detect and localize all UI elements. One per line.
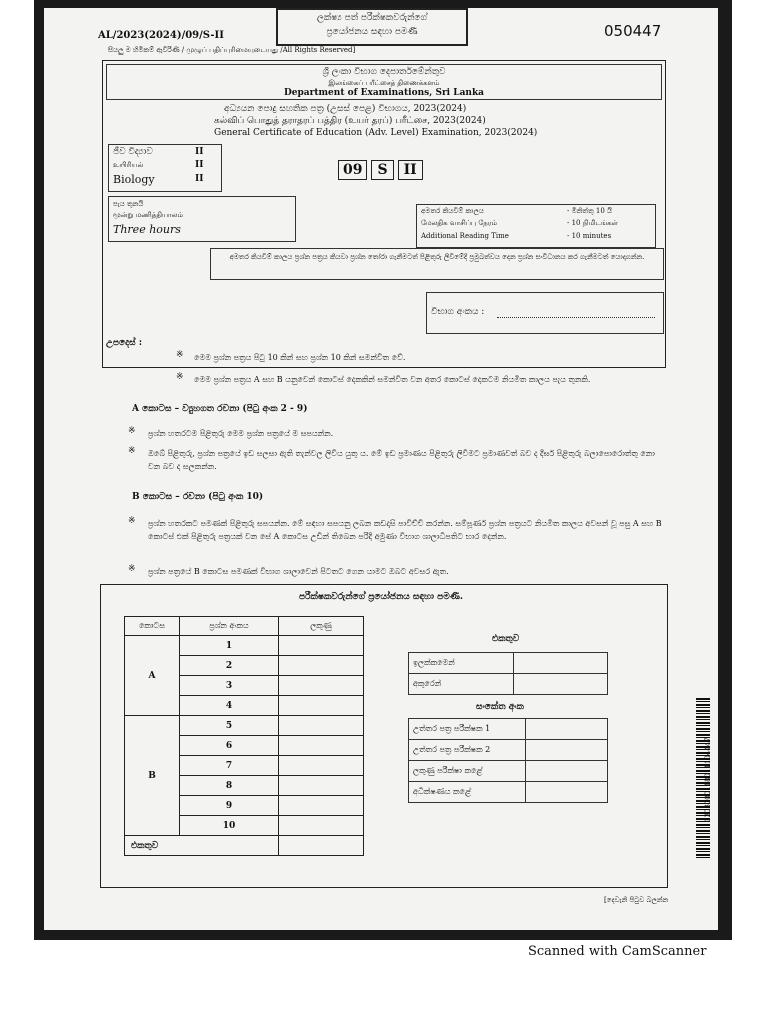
examiner-1-cell xyxy=(526,719,608,740)
index-number-box xyxy=(426,292,664,334)
serial-number: 050447 xyxy=(604,22,662,40)
table-row xyxy=(125,636,364,656)
in-words-cell xyxy=(514,674,608,695)
question-number: 4 xyxy=(180,696,279,716)
reading-note: අමතර කියවීම් කාලය ප්‍රශ්න පත්‍රය කියවා ප්‍රශ්න තෝරා ගැනීමටත් පිළිතුරු ලිවීමේදී ප්‍රමුඛත්වය දෙන ප්‍රශ්න සංවිධානය කර ගැනීමටත් යොදාගන්න. xyxy=(229,253,645,261)
marks-cell xyxy=(279,756,364,776)
reading-note-box xyxy=(210,248,664,280)
marks-cell xyxy=(279,796,364,816)
subject-code-part: II xyxy=(398,160,423,180)
exam-title-ta: கல்விப் பொதுத் தராதரப் பத்திர (உயர் தரப்) பரீட்சை, 2023(2024) xyxy=(214,116,486,126)
marks-cell xyxy=(279,656,364,676)
checked-by-label: ලකුණු පරීක්ෂා කළේ xyxy=(409,761,526,782)
reading-time-ta-value: - 10 நிமிடங்கள் xyxy=(567,219,618,227)
question-number: 3 xyxy=(180,676,279,696)
exam-title-si: අධ්‍යයන පොදු සහතික පත්‍ර (උසස් පෙළ) විභාගය, 2023(2024) xyxy=(224,104,467,114)
question-number: 5 xyxy=(180,716,279,736)
bullet-icon: ※ xyxy=(176,372,184,382)
examiner-2-cell xyxy=(526,740,608,761)
supervised-by-cell xyxy=(526,782,608,803)
duration-box xyxy=(108,196,296,242)
index-number-label: විභාග අංකය : xyxy=(431,307,485,317)
subject-si: ජීව විද්‍යාව xyxy=(113,147,153,157)
dept-banner xyxy=(106,64,662,100)
exam-title-en: General Certificate of Education (Adv. Level) Examination, 2023(2024) xyxy=(214,128,538,138)
camscanner-watermark: Scanned with CamScanner xyxy=(528,944,707,959)
dept-name-en: Department of Examinations, Sri Lanka xyxy=(283,88,485,98)
checked-by-cell xyxy=(526,761,608,782)
subject-en: Biology xyxy=(113,173,155,186)
reading-time-box xyxy=(416,204,656,248)
table-row xyxy=(125,836,364,856)
examiner-1-label: උත්තර පත්‍ර පරීක්ෂක 1 xyxy=(409,719,526,740)
marks-cell xyxy=(279,776,364,796)
part-b-heading: B කොටස – රචනා (පිටු අංක 10) xyxy=(132,492,264,502)
reading-time-si-value: - මිනිත්තු 10 යි xyxy=(567,207,613,215)
instruction-2: මෙම ප්‍රශ්න පත්‍රය A සහ B යනුවෙන් කොටස් දෙකකින් සමන්විත වන අතර කොටස් දෙකටම නියමිත කාලය පැය තුනකි. xyxy=(194,375,591,384)
rights-reserved: සියලු ම හිමිකම් ඇවිරිණි / முழுப் பதிப்புரிமையுடையது /All Rights Reserved] xyxy=(108,46,356,54)
duration-si: පැය තුනයි xyxy=(113,200,144,208)
question-number: 2 xyxy=(180,656,279,676)
instructions-title: උපදෙස් : xyxy=(106,338,143,348)
question-number: 1 xyxy=(180,636,279,656)
total-table xyxy=(408,652,608,695)
part-b-instruction-2: ප්‍රශ්න පත්‍රයේ B කොටස පමණක් විභාග ශාලාවෙන් පිටතට ගෙන යාමට ඔබට අවසර ඇත. xyxy=(148,567,449,576)
reading-time-en: Additional Reading Time xyxy=(421,232,509,240)
part-b-instruction-1: ප්‍රශ්න හතරකට පමණක් පිළිතුරු සපයන්න. මේ සඳහා සපයනු ලබන කඩදාසි පාවිච්චි කරන්න. සම්පූර්ණ ප්‍රශ්න පත්‍රයට නියමිත කාලය අවසන් වූ පසු A සහ B කොටස් එක් පිළිතුරු පත්‍රයක් වන සේ A කොටස උඩින් තිබෙන පරිදි අමුණා විභාග ශාලාධිපතිට භාර දෙන්න. xyxy=(148,519,662,541)
instruction-1: මෙම ප්‍රශ්න පත්‍රය පිටු 10 කින් සහ ප්‍රශ්න 10 කින් සමන්විත වේ. xyxy=(194,353,406,362)
part-a-cell: A xyxy=(125,636,180,716)
in-numbers-label: ඉලක්කමෙන් xyxy=(409,653,514,674)
in-words-label: අකුරෙන් xyxy=(409,674,514,695)
bullet-icon: ※ xyxy=(128,446,136,456)
bullet-icon: ※ xyxy=(128,516,136,526)
part-a-instruction-1: ප්‍රශ්න හතරටම පිළිතුරු මෙම ප්‍රශ්න පත්‍රයේ ම සපයන්න. xyxy=(148,429,334,438)
dept-name-ta: இலங்கைப் பரீட்சைத் திணைக்களம் xyxy=(328,79,440,87)
marks-cell xyxy=(279,636,364,656)
marks-cell xyxy=(279,676,364,696)
dept-name-si: ශ්‍රී ලංකා විභාග දෙපාර්තමේන්තුව xyxy=(322,67,446,77)
subject-part-1: II xyxy=(195,147,204,157)
barcode-number: 0303000118011104447 xyxy=(704,737,712,822)
bullet-icon: ※ xyxy=(176,350,184,360)
subject-part-3: II xyxy=(195,174,204,184)
question-number: 8 xyxy=(180,776,279,796)
marks-cell xyxy=(279,696,364,716)
examiner-2-label: උත්තර පත්‍ර පරීක්ෂක 2 xyxy=(409,740,526,761)
paper-code: AL/2023(2024)/09/S-II xyxy=(98,30,224,41)
question-number: 9 xyxy=(180,796,279,816)
duration-ta: மூன்று மணித்தியாலம் xyxy=(113,211,184,219)
reading-time-ta: மேலதிக வாசிப்பு நேரம் xyxy=(421,219,498,227)
part-a-heading: A කොටස – ව්‍යුහගත රචනා (පිටු අංක 2 - 9) xyxy=(132,404,308,414)
col-marks: ලකුණු xyxy=(279,617,364,636)
col-part: කොටස xyxy=(125,617,180,636)
in-numbers-cell xyxy=(514,653,608,674)
supervised-by-label: අධීක්ෂණය කළේ xyxy=(409,782,526,803)
table-row xyxy=(125,716,364,736)
code-numbers-heading: සංකේත අංක xyxy=(476,702,524,712)
bullet-icon: ※ xyxy=(128,564,136,574)
examiners-title: පරීක්ෂකවරුන්ගේ ප්‍රයෝජනය සඳහා පමණි. xyxy=(299,592,463,602)
total-marks-cell xyxy=(279,836,364,856)
total-label: එකතුව xyxy=(125,836,279,856)
col-question: ප්‍රශ්න අංකය xyxy=(180,617,279,636)
subject-box xyxy=(108,144,222,192)
subject-code xyxy=(338,160,423,180)
marks-cell xyxy=(279,816,364,836)
index-number-line xyxy=(497,317,655,318)
subject-part-2: II xyxy=(195,160,204,170)
question-number: 6 xyxy=(180,736,279,756)
marks-cell xyxy=(279,736,364,756)
part-a-instruction-2: ඔබේ පිළිතුරු, ප්‍රශ්න පත්‍රයේ ඉඩ සලසා ඇති තැන්වල ලිවිය යුතු ය. මේ ඉඩ ප්‍රමාණය පිළිතුරු ලිවීමට ප්‍රමාණවත් බව ද දීර්ඝ පිළිතුරු බලාපොරොත්තු නො වන බව ද සලකන්න. xyxy=(148,449,655,471)
question-number: 10 xyxy=(180,816,279,836)
duration-en: Three hours xyxy=(113,223,181,236)
subject-code-letter: S xyxy=(371,160,393,180)
stamp-line-1: ලක්ෂ්‍ය පත් පරීක්ෂකවරුන්ගේ xyxy=(317,13,427,23)
exam-page xyxy=(44,8,718,930)
reading-time-en-value: - 10 minutes xyxy=(567,232,612,240)
turn-page-note: [දෙවැනි පිටුව බලන්න xyxy=(604,896,669,904)
reading-time-si: අමතර කියවීම් කාලය xyxy=(421,207,484,215)
code-numbers-table xyxy=(408,718,608,803)
subject-code-number: 09 xyxy=(338,160,367,180)
part-b-cell: B xyxy=(125,716,180,836)
examiners-only-stamp xyxy=(276,8,468,46)
question-number: 7 xyxy=(180,756,279,776)
bullet-icon: ※ xyxy=(128,426,136,436)
subject-ta: உயிரியல் xyxy=(113,161,144,169)
stamp-line-2: ප්‍රයෝජනය සඳහා පමණි xyxy=(326,27,418,37)
marks-cell xyxy=(279,716,364,736)
marks-table xyxy=(124,616,364,856)
total-heading: එකතුව xyxy=(492,634,520,644)
